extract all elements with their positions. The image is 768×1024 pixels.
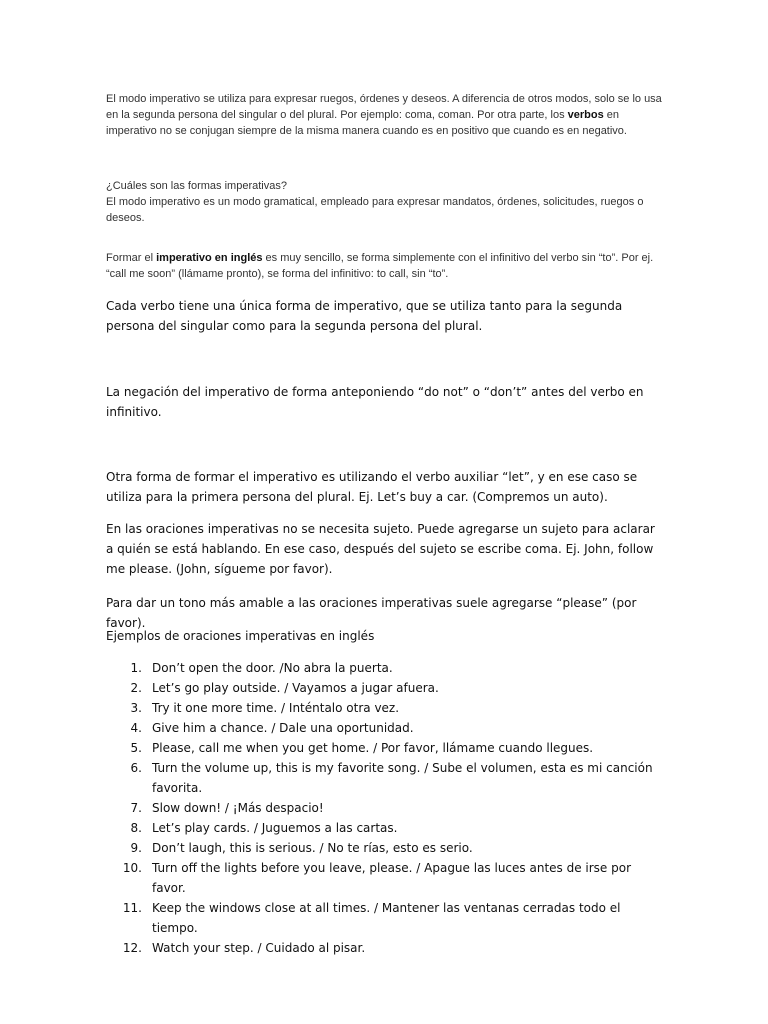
list-item-number: 4. bbox=[130, 721, 142, 735]
list-item-text: Let’s play cards. / Juguemos a las cartas. bbox=[152, 821, 398, 835]
paragraph-english-bold: imperativo en inglés bbox=[156, 252, 263, 264]
paragraph-english-imperative bbox=[106, 250, 666, 282]
list-item-text: Let’s go play outside. / Vayamos a jugar afuera. bbox=[152, 681, 439, 695]
list-item-text: Watch your step. / Cuidado al pisar. bbox=[152, 941, 366, 955]
list-item-number: 10. bbox=[122, 861, 142, 875]
paragraph-let: Otra forma de formar el imperativo es utilizando el verbo auxiliar “let”, y en ese caso se utiliza para la primera persona del plural. Ej. Let’s buy a car. (Compremos un auto). bbox=[106, 470, 638, 504]
paragraph-intro-text-b: en imperativo no se conjugan siempre de la misma manera cuando es en positivo que cuando es en negativo. bbox=[106, 109, 627, 137]
list-item bbox=[106, 718, 666, 738]
list-item-text: Don’t open the door. /No abra la puerta. bbox=[152, 661, 393, 675]
paragraph-english-text-b: es muy sencillo, se forma simplemente con el infinitivo del verbo sin “to”. Por ej. “call me soon” (llámame pronto), se forma del infinitivo: to call, sin “to”. bbox=[106, 252, 654, 280]
examples-heading: Ejemplos de oraciones imperativas en inglés bbox=[106, 629, 375, 643]
list-item-text: Try it one more time. / Inténtalo otra vez. bbox=[152, 701, 400, 715]
list-item bbox=[106, 678, 666, 698]
list-item-text: Give him a chance. / Dale una oportunidad. bbox=[152, 721, 414, 735]
list-item-text: Please, call me when you get home. / Por favor, llámame cuando llegues. bbox=[152, 741, 594, 755]
paragraph-forms-question: ¿Cuáles son las formas imperativas? bbox=[106, 180, 287, 192]
list-item-text: Don’t laugh, this is serious. / No te rías, esto es serio. bbox=[152, 841, 473, 855]
list-item-number: 1. bbox=[130, 661, 142, 675]
list-item bbox=[106, 838, 666, 858]
paragraph-english-text-a: Formar el bbox=[106, 252, 157, 264]
list-item bbox=[106, 798, 666, 818]
list-item-number: 9. bbox=[130, 841, 142, 855]
list-item bbox=[106, 818, 666, 838]
list-item-number: 11. bbox=[122, 901, 142, 915]
paragraph-intro-bold: verbos bbox=[567, 109, 604, 121]
paragraph-intro-text-a: El modo imperativo se utiliza para expresar ruegos, órdenes y deseos. A diferencia de otros modos, solo se lo usa en la segunda persona del singular o del plural. Por ejemplo: coma, coman. Por otra parte, los bbox=[106, 93, 662, 121]
list-item-number: 8. bbox=[130, 821, 142, 835]
list-item-number: 12. bbox=[122, 941, 142, 955]
list-item-number: 5. bbox=[130, 741, 142, 755]
paragraph-intro bbox=[106, 91, 666, 139]
paragraph-please: Para dar un tono más amable a las oraciones imperativas suele agregarse “please” (por favor). bbox=[106, 596, 637, 630]
paragraph-negation: La negación del imperativo de forma anteponiendo “do not” o “don’t” antes del verbo en infinitivo. bbox=[106, 385, 644, 419]
paragraph-forms bbox=[106, 178, 666, 226]
list-item bbox=[106, 898, 666, 938]
examples-list bbox=[106, 658, 666, 958]
list-item-text: Keep the windows close at all times. / Mantener las ventanas cerradas todo el tiempo. bbox=[152, 901, 621, 935]
list-item bbox=[106, 738, 666, 758]
list-item-number: 6. bbox=[130, 761, 142, 775]
paragraph-single-form: Cada verbo tiene una única forma de imperativo, que se utiliza tanto para la segunda persona del singular como para la segunda persona del plural. bbox=[106, 299, 623, 333]
list-item-text: Turn off the lights before you leave, please. / Apague las luces antes de irse por favor. bbox=[152, 861, 632, 895]
list-item-number: 3. bbox=[130, 701, 142, 715]
list-item bbox=[106, 858, 666, 898]
paragraph-subject: En las oraciones imperativas no se necesita sujeto. Puede agregarse un sujeto para aclarar a quién se está hablando. En ese caso, después del sujeto se escribe coma. Ej. John, follow me please. (John, sígueme por favor). bbox=[106, 522, 655, 576]
list-item-text: Slow down! / ¡Más despacio! bbox=[152, 801, 324, 815]
list-item-number: 7. bbox=[130, 801, 142, 815]
list-item bbox=[106, 698, 666, 718]
list-item bbox=[106, 758, 666, 798]
list-item bbox=[106, 658, 666, 678]
list-item-number: 2. bbox=[130, 681, 142, 695]
paragraph-forms-answer: El modo imperativo es un modo gramatical, empleado para expresar mandatos, órdenes, solicitudes, ruegos o deseos. bbox=[106, 196, 644, 224]
list-item-text: Turn the volume up, this is my favorite song. / Sube el volumen, esta es mi canción favorita. bbox=[152, 761, 653, 795]
list-item bbox=[106, 938, 666, 958]
